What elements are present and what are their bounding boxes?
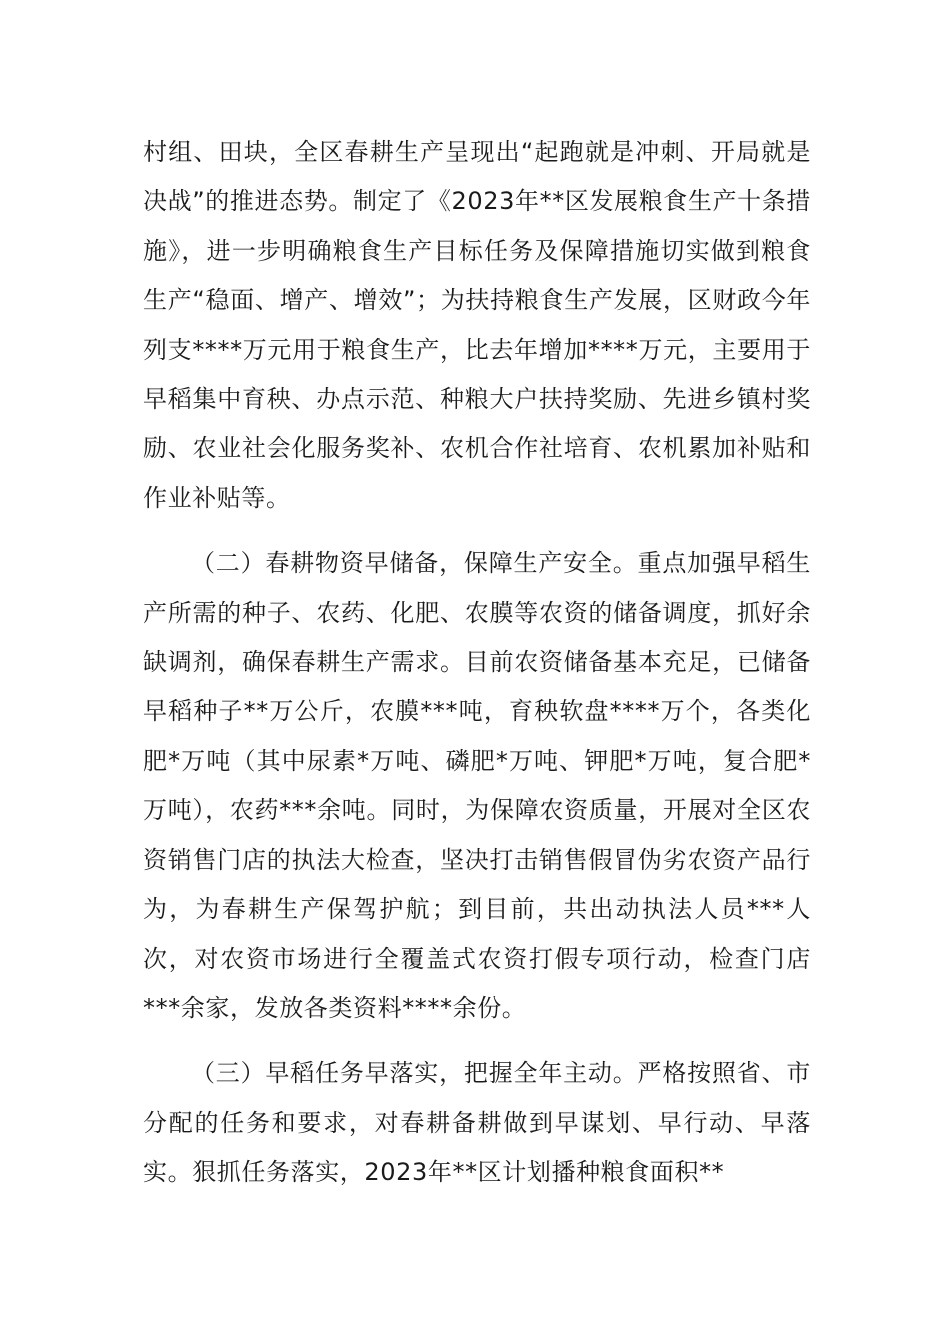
body-text bbox=[143, 128, 811, 1198]
paragraph-section-two: （二）春耕物资早储备，保障生产安全。重点加强早稻生产所需的种子、农药、化肥、农膜等农资的储备调度，抓好余缺调剂，确保春耕生产需求。目前农资储备基本充足，已储备早稻种子**万公斤，农膜***吨，育秧软盘****万个，各类化肥*万吨（其中尿素*万吨、磷肥*万吨、钾肥*万吨，复合肥*万吨），农药***余吨。同时，为保障农资质量，开展对全区农资销售门店的执法大检查，坚决打击销售假冒伪劣农资产品行为，为春耕生产保驾护航；到目前，共出动执法人员***人次，对农资市场进行全覆盖式农资打假专项行动，检查门店***余家，发放各类资料****余份。 bbox=[143, 549, 811, 1022]
paragraph-section-three: （三）早稻任务早落实，把握全年主动。严格按照省、市分配的任务和要求，对春耕备耕做到早谋划、早行动、早落实。狠抓任务落实，2023年**区计划播种粮食面积** bbox=[143, 1059, 811, 1187]
paragraph-continued: 村组、田块，全区春耕生产呈现出“起跑就是冲刺、开局就是决战”的推进态势。制定了《2023年**区发展粮食生产十条措施》，进一步明确粮食生产目标任务及保障措施切实做到粮食生产“稳面、增产、增效”；为扶持粮食生产发展，区财政今年列支****万元用于粮食生产，比去年增加****万元，主要用于早稻集中育秧、办点示范、种粮大户扶持奖励、先进乡镇村奖励、农业社会化服务奖补、农机合作社培育、农机累加补贴和作业补贴等。 bbox=[143, 138, 811, 512]
